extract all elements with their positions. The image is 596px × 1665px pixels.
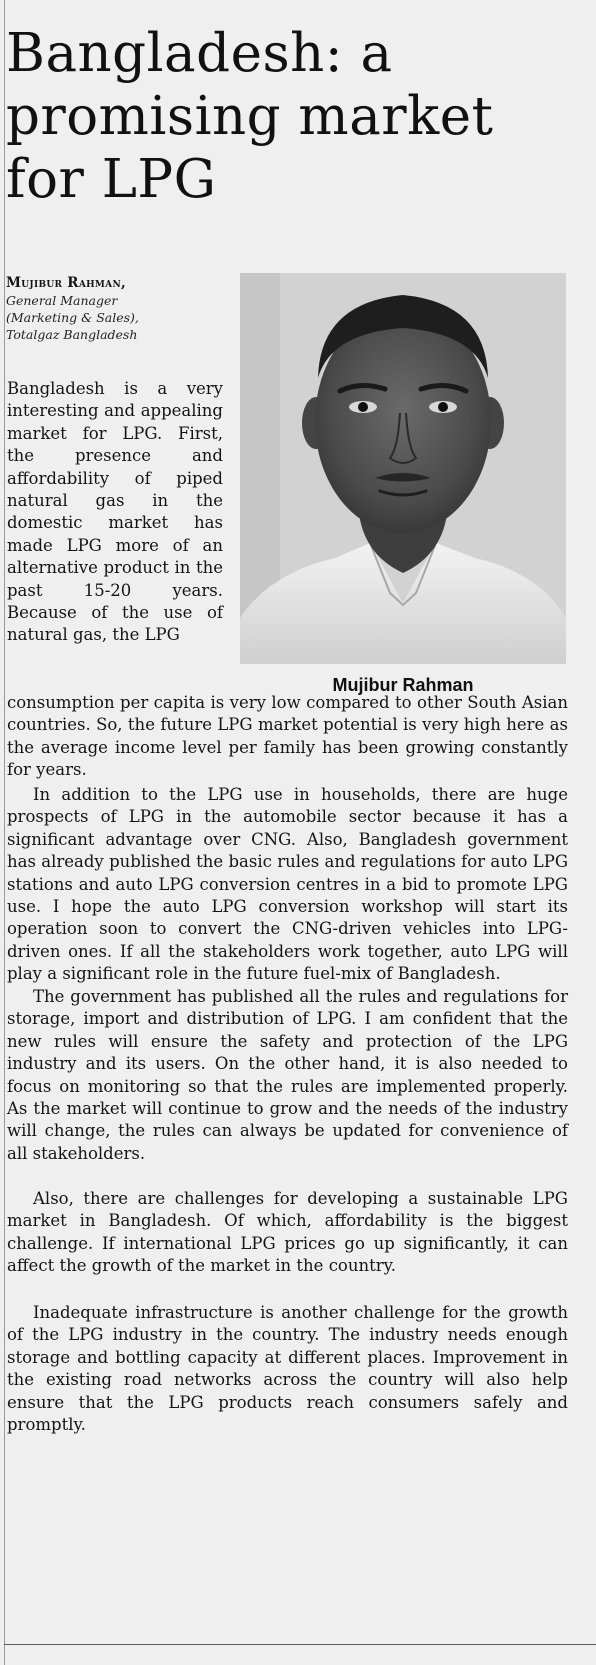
intro-paragraph-continued: consumption per capita is very low compared to other South Asian countries. So, the future LPG market potential is very high here as the average income level per family has been growing constantly for years. (7, 693, 568, 780)
article-headline: Bangladesh: a promising market for LPG (6, 23, 494, 210)
author-name: Mujibur Rahman, (6, 275, 126, 291)
body-paragraph: Also, there are challenges for developing a sustainable LPG market in Bangladesh. Of which, affordability is the biggest challenge. If international LPG prices go up significantly, it can affect the growth of the market in the country. (7, 1189, 568, 1276)
author-portrait-photo (240, 273, 566, 664)
column-rule-left (4, 0, 5, 1665)
photo-caption: Mujibur Rahman (332, 675, 474, 695)
author-company: Totalgaz Bangladesh (6, 327, 138, 342)
intro-paragraph-column: Bangladesh is a very interesting and appealing market for LPG. First, the presence and affordability of piped natural gas in the domestic market has made LPG more of an alternative product in the past 15-20 years. Because of the use of natural gas, the LPG (7, 379, 223, 645)
body-paragraph: In addition to the LPG use in households, there are huge prospects of LPG in the automobile sector because it has a significant advantage over CNG. Also, Bangladesh government has already published the basic rules and regulations for auto LPG stations and auto LPG conversion centres in a bid to promote LPG use. I hope the auto LPG conversion workshop will start its operation soon to convert the CNG-driven vehicles into LPG-driven ones. If all the stakeholders work together, auto LPG will play a significant role in the future fuel-mix of Bangladesh. (7, 785, 568, 984)
body-paragraph: Inadequate infrastructure is another challenge for the growth of the LPG industry in the country. The industry needs enough storage and bottling capacity at different places. Improvement in the existing road networks across the country will also help ensure that the LPG products reach consumers safely and promptly. (7, 1303, 568, 1435)
body-paragraph: The government has published all the rules and regulations for storage, import and distribution of LPG. I am confident that the new rules will ensure the safety and protection of the LPG industry and its users. On the other hand, it is also needed to focus on monitoring so that the rules are implemented properly. As the market will continue to grow and the needs of the industry will change, the rules can always be updated for convenience of all stakeholders. (7, 987, 568, 1163)
author-role-department: (Marketing & Sales), (6, 310, 139, 325)
author-byline (6, 275, 231, 343)
author-role-title: General Manager (6, 293, 118, 308)
bottom-rule (4, 1644, 596, 1645)
